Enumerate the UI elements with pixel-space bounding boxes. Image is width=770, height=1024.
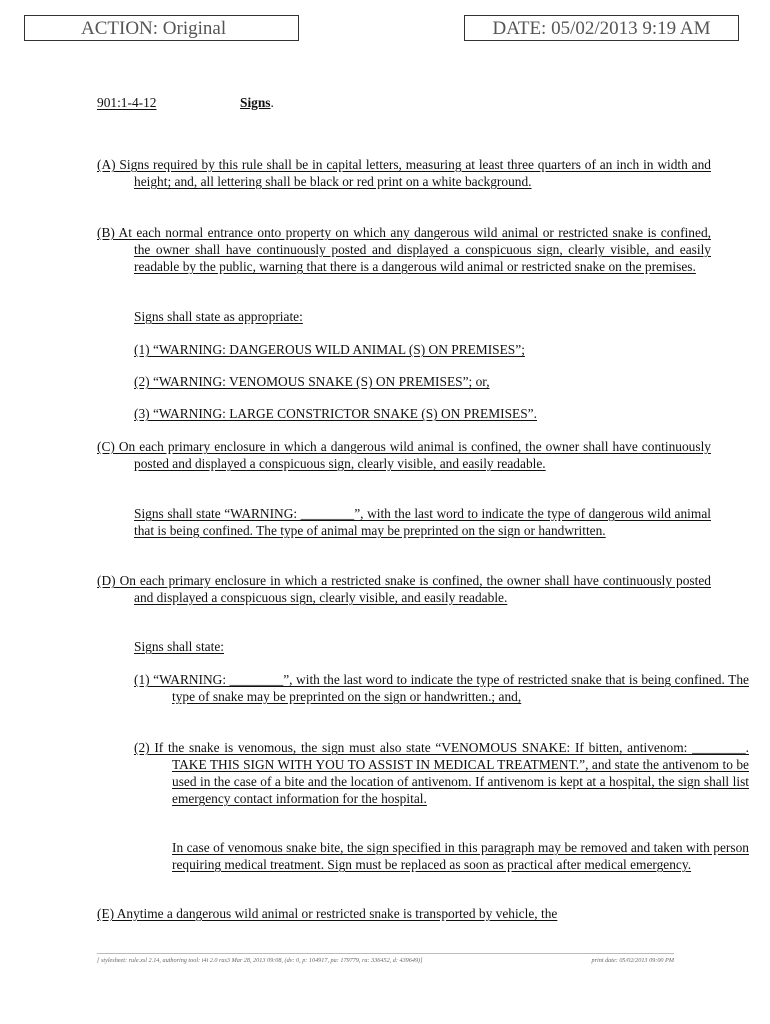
rule-heading	[97, 94, 674, 111]
paragraph-d2: (2) If the snake is venomous, the sign must also state “VENOMOUS SNAKE: If bitten, antivenom: ________. TAKE THIS SIGN WITH YOU TO ASSIST IN MEDICAL TREATMENT.”, and state the antivenom to be used in the case of a bite and the location of antivenom. If antivenom is kept at a hospital, the sign shall list emergency contact information for the hospital.	[134, 740, 749, 806]
paragraph-a: (A) Signs required by this rule shall be in capital letters, measuring at least three quarters of an inch in width and height; and, all lettering shall be black or red print on a white background.	[97, 157, 711, 189]
page-footer	[97, 953, 674, 964]
paragraph-c: (C) On each primary enclosure in which a dangerous wild animal is confined, the owner shall have continuously posted and displayed a conspicuous sign, clearly visible, and easily readable.	[97, 439, 711, 471]
paragraph-d-intro: Signs shall state:	[134, 639, 225, 654]
action-header-box: ACTION: Original	[24, 15, 299, 41]
rule-number: 901:1-4-12	[97, 95, 157, 110]
paragraph-d: (D) On each primary enclosure in which a restricted snake is confined, the owner shall have continuously posted and displayed a conspicuous sign, clearly visible, and easily readable.	[97, 573, 711, 605]
paragraph-b: (B) At each normal entrance onto property on which any dangerous wild animal or restricted snake is confined, the owner shall have continuously posted and displayed a conspicuous sign, clearly visible, and easily readable by the public, warning that there is a dangerous wild animal or restricted snake on the premises.	[97, 225, 711, 274]
paragraph-b2: (2) “WARNING: VENOMOUS SNAKE (S) ON PREMISES”; or,	[134, 374, 490, 389]
paragraph-d2-note: In case of venomous snake bite, the sign specified in this paragraph may be removed and taken with person requiring medical treatment. Sign must be replaced as soon as practical after medical emergency.	[172, 840, 749, 872]
footer-stylesheet-info: [ stylesheet: rule.xsl 2.14, authoring tool: i4i 2.0 ras3 Mar 28, 2013 09:08, (dv: 0, p: 104917, pa: 179779, ra: 336452, d: 439649)]	[97, 957, 423, 964]
paragraph-d1: (1) “WARNING: ________”, with the last word to indicate the type of restricted snake that is being confined. The type of snake may be preprinted on the sign or handwritten.; and,	[134, 672, 749, 704]
rule-title: Signs	[240, 95, 271, 110]
paragraph-b-intro: Signs shall state as appropriate:	[134, 309, 303, 324]
paragraph-b1: (1) “WARNING: DANGEROUS WILD ANIMAL (S) ON PREMISES”;	[134, 342, 525, 357]
paragraph-b3: (3) “WARNING: LARGE CONSTRICTOR SNAKE (S) ON PREMISES”.	[134, 406, 537, 421]
rule-title-punct: .	[270, 95, 274, 110]
date-header-box: DATE: 05/02/2013 9:19 AM	[464, 15, 739, 41]
paragraph-e: (E) Anytime a dangerous wild animal or restricted snake is transported by vehicle, the	[97, 906, 558, 921]
footer-print-date: print date: 05/02/2013 09:00 PM	[591, 957, 674, 964]
paragraph-c-detail: Signs shall state “WARNING: ________”, with the last word to indicate the type of dangerous wild animal that is being confined. The type of animal may be preprinted on the sign or handwritten.	[134, 506, 711, 538]
